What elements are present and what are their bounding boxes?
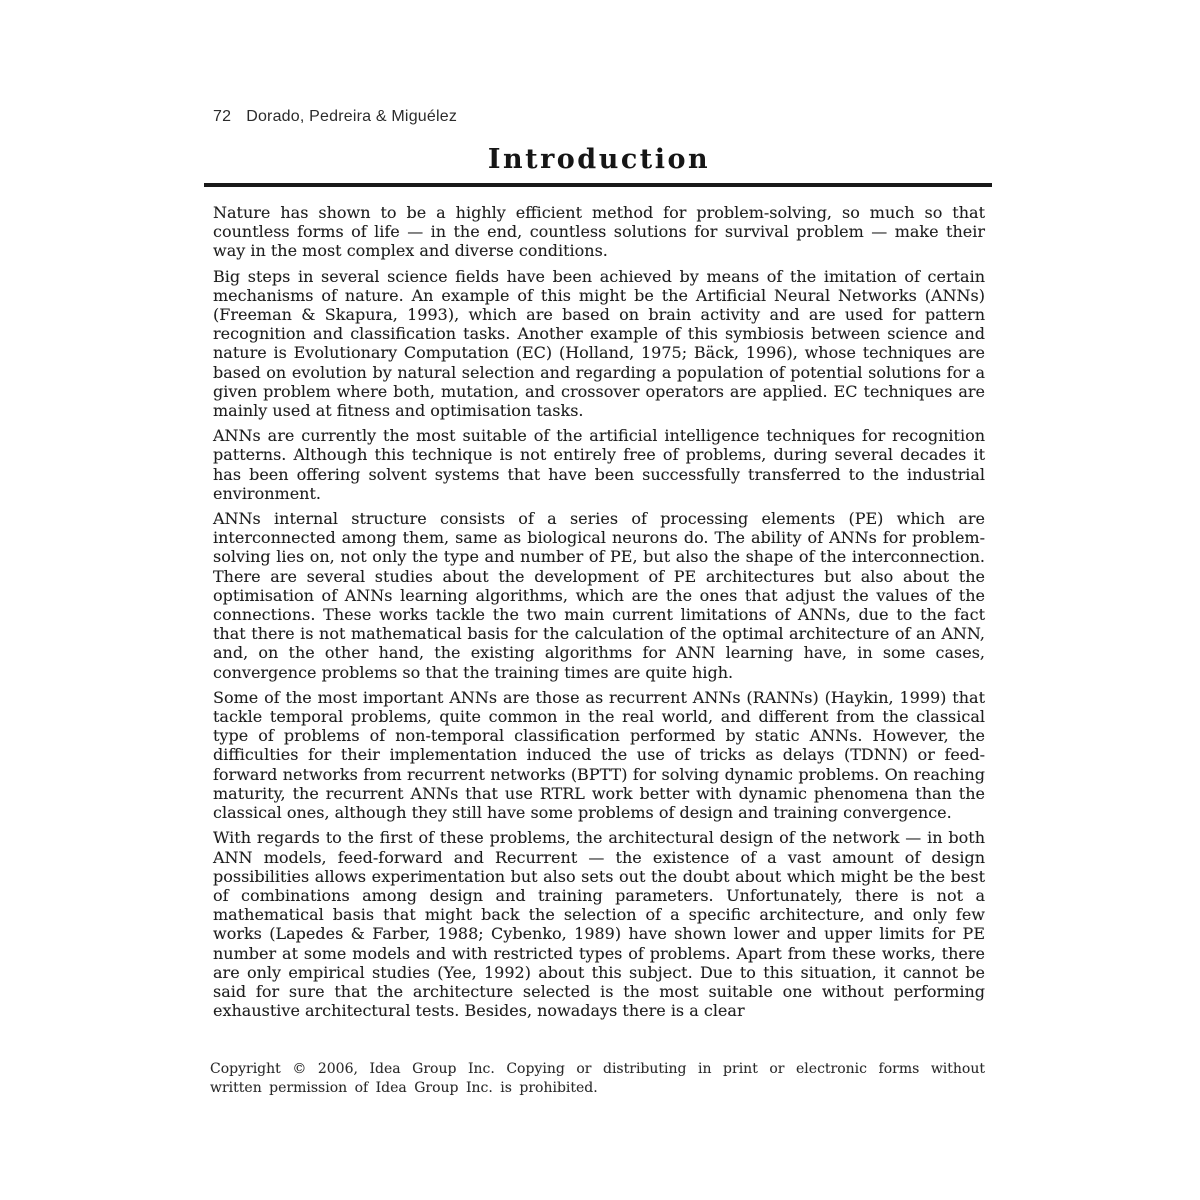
section-title: Introduction <box>487 144 711 175</box>
page-number: 72 <box>213 108 232 125</box>
paragraph-anns-suitability: ANNs are currently the most suitable of the artificial intelligence techniques for recognition patterns. Although this technique is not entirely free of problems, during several decades it has been offering solvent systems that have been successfully transferred to the industrial environment. <box>213 426 985 503</box>
copyright-notice: Copyright © 2006, Idea Group Inc. Copying or distributing in print or electronic forms without written permission of Idea Group Inc. is prohibited. <box>210 1061 985 1096</box>
running-header <box>213 108 985 126</box>
title-rule <box>204 183 992 187</box>
paragraph-imitation-of-nature: Big steps in several science fields have been achieved by means of the imitation of certain mechanisms of nature. An example of this might be the Artificial Neural Networks (ANNs) (Freeman & Skapura, 1993), which are based on brain activity and are used for pattern recognition and classification tasks. Another example of this symbiosis between science and nature is Evolutionary Computation (EC) (Holland, 1975; Bäck, 1996), whose techniques are based on evolution by natural selection and regarding a population of potential solutions for a given problem where both, mutation, and crossover operators are applied. EC techniques are mainly used at fitness and optimisation tasks. <box>213 266 985 421</box>
running-title: Dorado, Pedreira & Miguélez <box>246 108 458 125</box>
paragraph-nature-problem-solving: Nature has shown to be a highly efficient method for problem-solving, so much so that countless forms of life — in the end, countless solutions for survival problem — make their way in the most complex and diverse conditions. <box>213 203 985 261</box>
body-text <box>213 203 985 1026</box>
paragraph-anns-internal-structure: ANNs internal structure consists of a series of processing elements (PE) which are interconnected among them, same as biological neurons do. The ability of ANNs for problem-solving lies on, not only the type and number of PE, but also the shape of the interconnection. There are several studies about the development of PE architectures but also about the optimisation of ANNs learning algorithms, which are the ones that adjust the values of the connections. These works tackle the two main current limitations of ANNs, due to the fact that there is not mathematical basis for the calculation of the optimal architecture of an ANN, and, on the other hand, the existing algorithms for ANN learning have, in some cases, convergence problems so that the training times are quite high. <box>213 509 985 682</box>
paragraph-recurrent-anns: Some of the most important ANNs are those as recurrent ANNs (RANNs) (Haykin, 1999) that tackle temporal problems, quite common in the real world, and different from the classical type of problems of non-temporal classification performed by static ANNs. However, the difficulties for their implementation induced the use of tricks as delays (TDNN) or feed-forward networks from recurrent networks (BPTT) for solving dynamic problems. On reaching maturity, the recurrent ANNs that use RTRL work better with dynamic phenomena than the classical ones, although they still have some problems of design and training convergence. <box>213 687 985 823</box>
paragraph-architectural-design: With regards to the first of these problems, the architectural design of the network — in both ANN models, feed-forward and Recurrent — the existence of a vast amount of design possibilities allows experimentation but also sets out the doubt about which might be the best of combinations among design and training parameters. Unfortunately, there is not a mathematical basis that might back the selection of a specific architecture, and only few works (Lapedes & Farber, 1988; Cybenko, 1989) have shown lower and upper limits for PE number at some models and with restricted types of problems. Apart from these works, there are only empirical studies (Yee, 1992) about this subject. Due to this situation, it cannot be said for sure that the architecture selected is the most suitable one without performing exhaustive architectural tests. Besides, nowadays there is a clear <box>213 828 985 1021</box>
